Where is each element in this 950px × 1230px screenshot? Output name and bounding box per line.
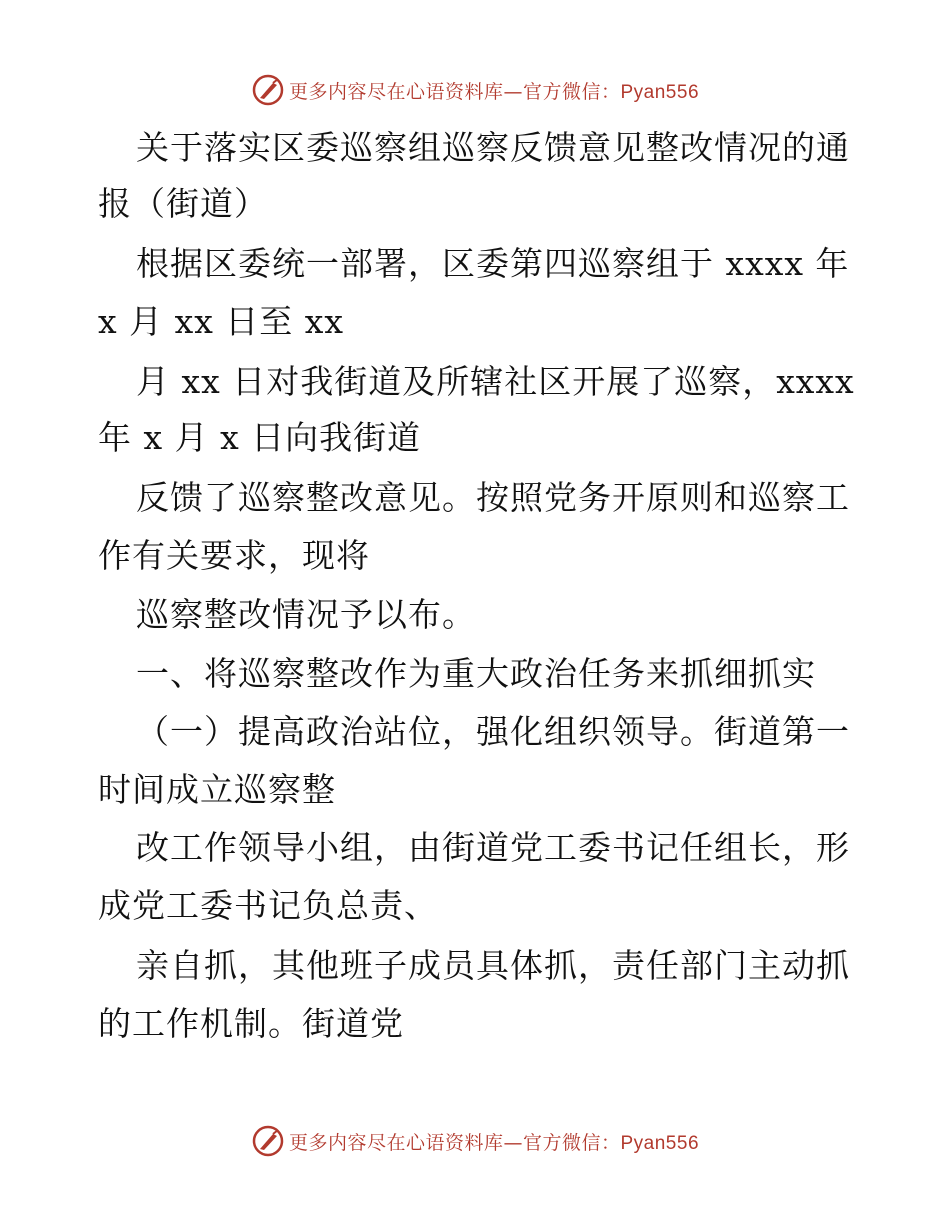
doc-line: 作有关要求，现将: [98, 536, 370, 575]
doc-line: 改工作领导小组，由街道党工委书记任组长，形: [136, 828, 850, 867]
doc-line: 年 x 月 x 日向我街道: [98, 418, 422, 457]
doc-line: 报（街道）: [98, 184, 268, 223]
doc-line: 亲自抓，其他班子成员具体抓，责任部门主动抓: [136, 946, 850, 985]
section-heading: 一、将巡察整改作为重大政治任务来抓细抓实: [136, 654, 816, 693]
footer-watermark: [0, 1121, 950, 1161]
doc-line: 反馈了巡察整改意见。按照党务开原则和巡察工: [136, 478, 850, 517]
header-watermark: [0, 70, 950, 110]
doc-line: 的工作机制。街道党: [98, 1004, 404, 1043]
doc-line: 关于落实区委巡察组巡察反馈意见整改情况的通: [136, 128, 850, 167]
watermark-text: 更多内容尽在心语资料库—官方微信：Pyan556: [288, 1131, 700, 1154]
doc-line: 成党工委书记负总责、: [98, 886, 438, 925]
doc-line: 根据区委统一部署，区委第四巡察组于 xxxx 年: [136, 244, 850, 283]
quill-logo-icon: [251, 73, 285, 107]
doc-line: 巡察整改情况予以布。: [136, 595, 476, 634]
watermark-text: 更多内容尽在心语资料库—官方微信：Pyan556: [288, 80, 700, 103]
doc-line: x 月 xx 日至 xx: [98, 302, 345, 341]
quill-logo-icon: [251, 1124, 285, 1158]
doc-line: 月 xx 日对我街道及所辖社区开展了巡察，xxxx: [136, 362, 855, 401]
doc-line: （一）提高政治站位，强化组织领导。街道第一: [136, 712, 850, 751]
doc-line: 时间成立巡察整: [98, 770, 336, 809]
